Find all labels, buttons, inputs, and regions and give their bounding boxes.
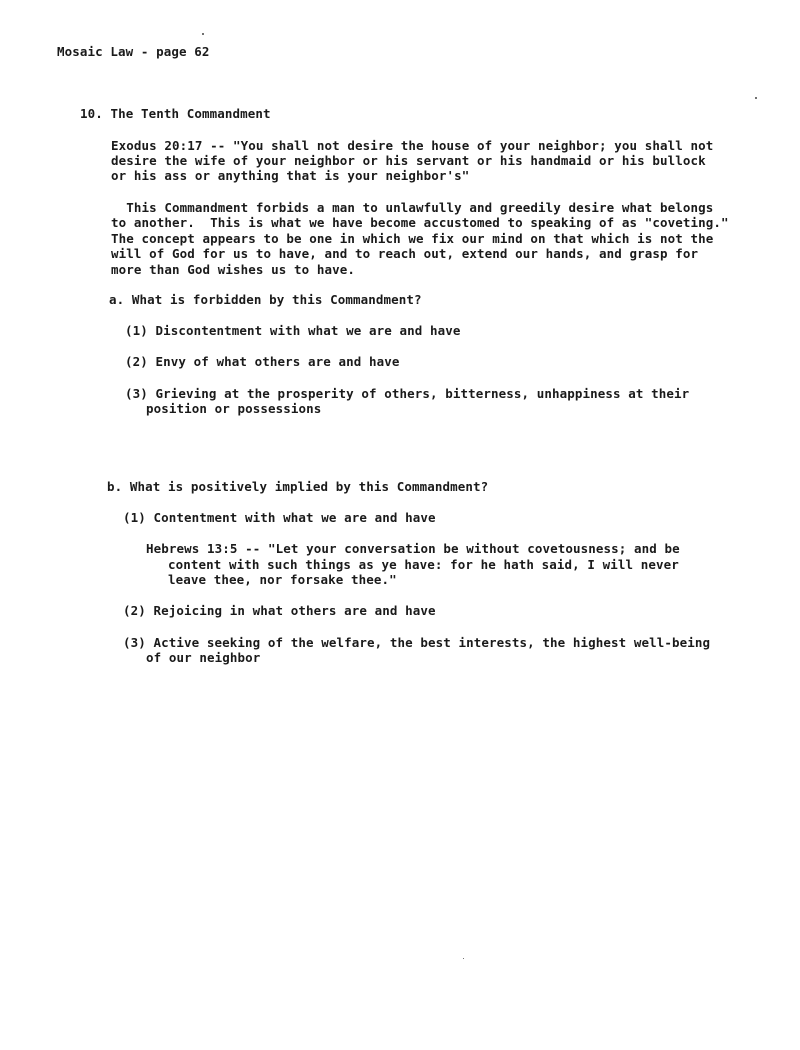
part-a-question: a. What is forbidden by this Commandment? bbox=[109, 292, 422, 307]
running-header: Mosaic Law - page 62 bbox=[57, 44, 210, 59]
part-a-item-3-continued: position or possessions bbox=[146, 401, 322, 416]
hebrews-quote-line: content with such things as ye have: for he hath said, I will never bbox=[168, 557, 679, 572]
scan-speck bbox=[202, 33, 204, 35]
part-a-item-2: (2) Envy of what others are and have bbox=[125, 354, 400, 369]
paragraph-line: to another. This is what we have become accustomed to speaking of as "coveting." bbox=[111, 215, 729, 230]
part-a-item-1: (1) Discontentment with what we are and have bbox=[125, 323, 461, 338]
scripture-line: desire the wife of your neighbor or his servant or his handmaid or his bullock bbox=[111, 153, 706, 168]
paragraph-line: The concept appears to be one in which we fix our mind on that which is not the bbox=[111, 231, 714, 246]
part-b-item-1: (1) Contentment with what we are and have bbox=[123, 510, 436, 525]
scripture-line: or his ass or anything that is your neighbor's" bbox=[111, 168, 470, 183]
part-b-item-2: (2) Rejoicing in what others are and have bbox=[123, 603, 436, 618]
hebrews-quote-line: leave thee, nor forsake thee." bbox=[168, 572, 397, 587]
paragraph-line: more than God wishes us to have. bbox=[111, 262, 356, 277]
scripture-line: Exodus 20:17 -- "You shall not desire the house of your neighbor; you shall not bbox=[111, 138, 714, 153]
scan-speck bbox=[755, 97, 757, 99]
part-b-item-3-continued: of our neighbor bbox=[146, 650, 261, 665]
section-heading: 10. The Tenth Commandment bbox=[80, 106, 271, 121]
part-a-item-3: (3) Grieving at the prosperity of others, bitterness, unhappiness at their bbox=[125, 386, 690, 401]
part-b-item-3: (3) Active seeking of the welfare, the best interests, the highest well-being bbox=[123, 635, 711, 650]
paragraph-line: will of God for us to have, and to reach out, extend our hands, and grasp for bbox=[111, 246, 699, 261]
paragraph-line: This Commandment forbids a man to unlawfully and greedily desire what belongs bbox=[111, 200, 714, 215]
hebrews-quote-line: Hebrews 13:5 -- "Let your conversation be without covetousness; and be bbox=[146, 541, 680, 556]
part-b-question: b. What is positively implied by this Commandment? bbox=[107, 479, 489, 494]
scan-speck bbox=[463, 958, 464, 959]
